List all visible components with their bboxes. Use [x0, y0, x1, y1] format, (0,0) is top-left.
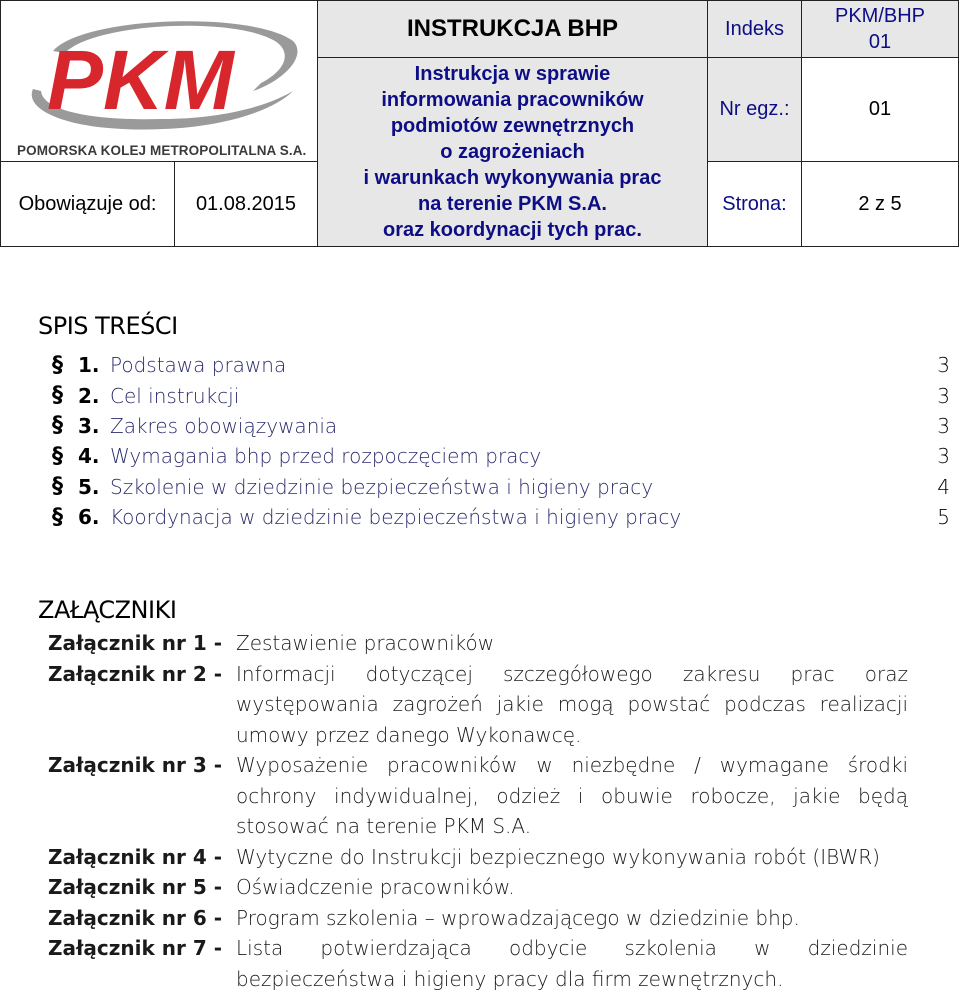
pkm-logo-icon [13, 11, 309, 139]
toc-item-label: Podstawa prawna [110, 353, 287, 378]
toc-item-page: 3 [937, 444, 950, 469]
toc-item-label: Zakres obowiązywania [110, 413, 338, 438]
attachment-text: Oświadczenie pracowników. [236, 875, 515, 899]
section-symbol-icon: § [52, 474, 63, 500]
toc-item[interactable] [52, 350, 950, 380]
document-title: INSTRUKCJA BHP [317, 0, 708, 58]
attachment-item [48, 903, 908, 934]
attachment-item [48, 628, 908, 659]
toc-item-label: Cel instrukcji [110, 383, 240, 408]
page-label: Strona: [707, 161, 802, 247]
toc-item-label: Koordynacja w dziedzinie bezpieczeństwa i higieny pracy [110, 505, 682, 530]
attachment-item [48, 750, 908, 842]
toc-item-number: 4. [78, 444, 100, 469]
toc-item-number: 2. [78, 383, 100, 408]
toc-item-page: 3 [937, 413, 950, 438]
logo-cell [0, 0, 318, 162]
section-symbol-icon: § [52, 413, 63, 439]
section-symbol-icon: § [52, 504, 63, 530]
valid-from-date: 01.08.2015 [174, 161, 318, 247]
toc-item[interactable] [52, 411, 950, 441]
toc-item-number: 3. [78, 413, 100, 438]
toc-item-page: 3 [937, 353, 950, 378]
attachments-list [48, 628, 908, 994]
index-label: Indeks [707, 0, 802, 58]
copy-number-value: 01 [801, 57, 959, 162]
attachments-title: ZAŁĄCZNIKI [38, 596, 177, 624]
toc-item[interactable] [52, 441, 950, 471]
table-of-contents [52, 350, 950, 532]
attachment-text: Zestawienie pracowników [236, 631, 495, 655]
toc-item-number: 5. [78, 474, 100, 499]
toc-item-label: Wymagania bhp przed rozpoczęciem pracy [110, 444, 542, 469]
toc-item-number: 1. [78, 353, 100, 378]
attachment-label: Załącznik nr 6 - [48, 905, 223, 930]
section-symbol-icon: § [52, 443, 63, 469]
logo-brand-text: PKM [47, 33, 234, 127]
attachment-label: Załącznik nr 1 - [48, 631, 223, 655]
index-value: PKM/BHP 01 [801, 0, 959, 58]
section-symbol-icon: § [52, 352, 63, 378]
toc-title: SPIS TREŚCI [38, 312, 178, 340]
page-value: 2 z 5 [801, 161, 959, 247]
attachment-text: Wyposażenie pracowników w niezbędne / wymagane środki ochrony indywidualnej, odzież i obuwie robocze, jakie będą stosować na terenie PKM S.A. [236, 753, 908, 838]
toc-item-number: 6. [78, 505, 100, 530]
toc-item-label: Szkolenie w dziedzinie bezpieczeństwa i higieny pracy [110, 474, 654, 499]
attachment-text: Lista potwierdzająca odbycie szkolenia w dziedzinie bezpieczeństwa i higieny pracy dla firm zewnętrznych. [236, 936, 908, 991]
toc-item[interactable] [52, 472, 950, 502]
document-subtitle: Instrukcja w sprawie informowania pracowników podmiotów zewnętrznych o zagrożeniach i warunkach wykonywania prac na terenie PKM S.A. oraz koordynacji tych prac. [317, 57, 708, 247]
attachment-text: Program szkolenia – wprowadzającego w dziedzinie bhp. [236, 905, 800, 930]
section-symbol-icon: § [52, 383, 63, 409]
toc-item-page: 5 [937, 505, 950, 530]
toc-item[interactable] [52, 380, 950, 410]
attachment-label: Załącznik nr 5 - [48, 875, 223, 899]
attachment-label: Załącznik nr 4 - [48, 844, 223, 869]
toc-item-page: 3 [937, 383, 950, 408]
copy-number-label: Nr egz.: [707, 57, 802, 162]
attachment-text: Wytyczne do Instrukcji bezpiecznego wykonywania robót (IBWR) [236, 844, 880, 869]
attachment-label: Załącznik nr 7 - [48, 936, 223, 960]
attachment-text: Informacji dotyczącej szczegółowego zakresu prac oraz występowania zagrożeń jakie mogą powstać podczas realizacji umowy przez danego Wykonawcę. [236, 661, 908, 747]
toc-item[interactable] [52, 502, 950, 532]
attachment-item [48, 933, 908, 994]
attachment-item [48, 842, 908, 873]
attachment-item [48, 659, 908, 751]
attachment-item [48, 872, 908, 903]
toc-item-page: 4 [937, 474, 950, 499]
document-header [0, 0, 959, 247]
attachment-label: Załącznik nr 2 - [48, 661, 223, 686]
valid-from-label: Obowiązuje od: [0, 161, 175, 247]
attachment-label: Załącznik nr 3 - [48, 753, 223, 777]
logo-company-name: POMORSKA KOLEJ METROPOLITALNA S.A. [17, 143, 307, 158]
